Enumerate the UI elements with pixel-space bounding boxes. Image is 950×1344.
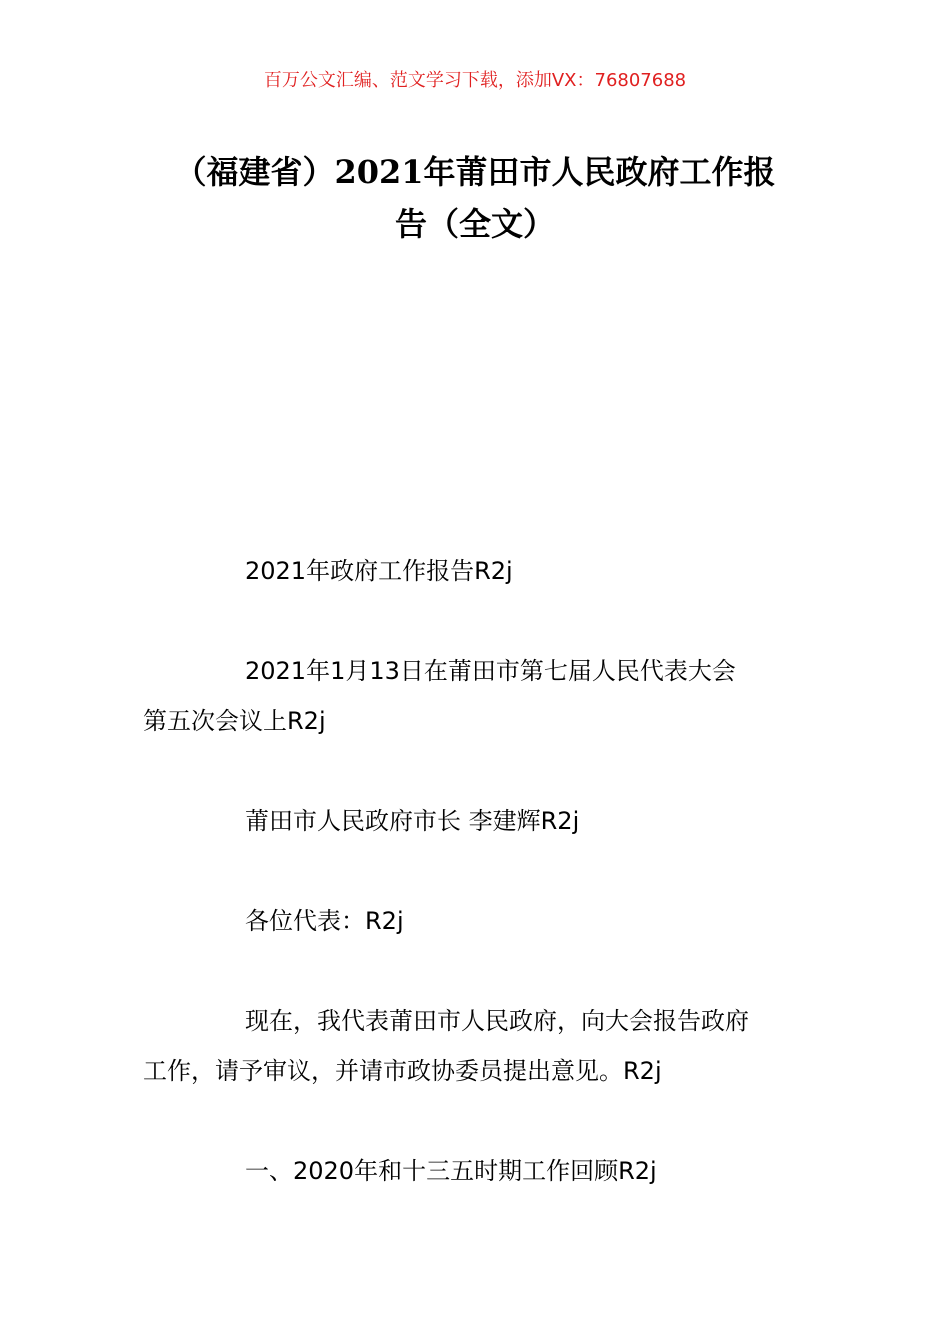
title-line-1: （福建省）2021年莆田市人民政府工作报 (174, 153, 776, 191)
meeting-info-paragraph: 2021年1月13日在莆田市第七届人民代表大会 第五次会议上R2j (143, 657, 736, 735)
salutation-line: 各位代表：R2j (245, 907, 404, 935)
title-line-2: 告（全文） (394, 205, 555, 243)
section-heading-review: 一、2020年和十三五时期工作回顾R2j (245, 1157, 657, 1185)
report-year-heading: 2021年政府工作报告R2j (245, 557, 513, 585)
header-banner: 百万公文汇编、范文学习下载，添加VX：76807688 (263, 70, 687, 91)
opening-paragraph: 现在，我代表莆田市人民政府，向大会报告政府 工作，请予审议，并请市政协委员提出意见。R2j (143, 1007, 749, 1085)
document-title (140, 146, 810, 250)
speaker-line: 莆田市人民政府市长 李建辉R2j (245, 807, 580, 835)
